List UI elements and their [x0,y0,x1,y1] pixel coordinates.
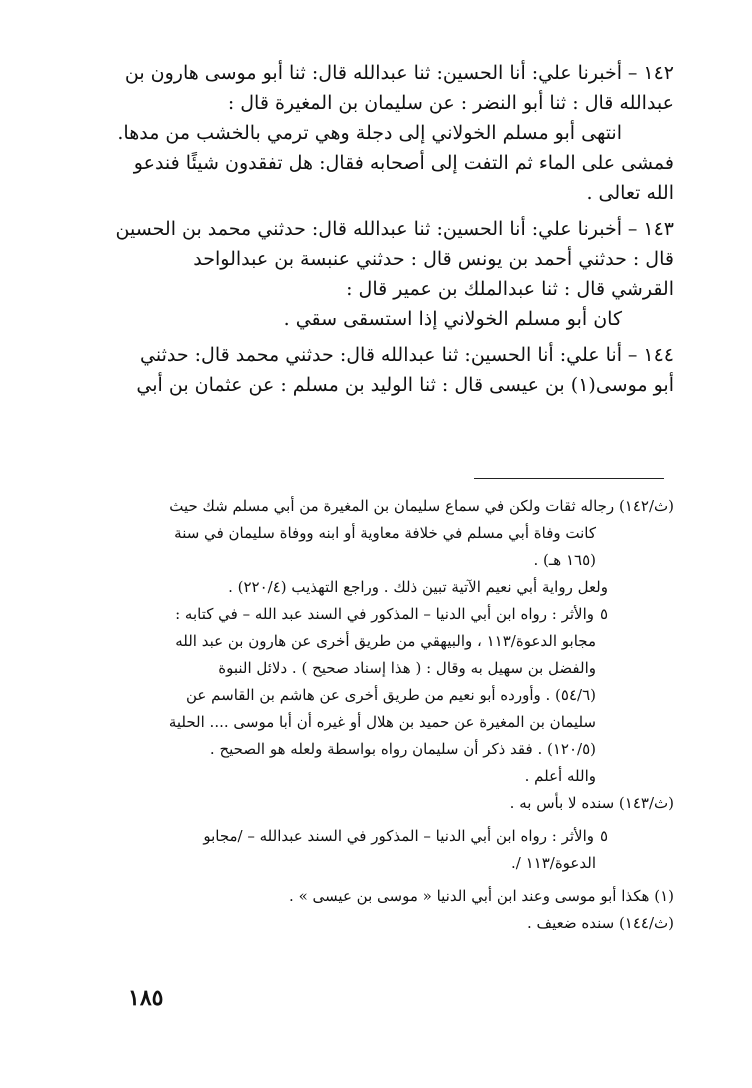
entry-143 [74,214,674,334]
note-line: ولعل رواية أبي نعيم الآتية تبين ذلك . وراجع التهذيب (٢٢٠/٤) . [228,578,608,596]
note-line: والفضل بن سهيل به وقال : ( هذا إسناد صحيح ) . دلائل النبوة [218,659,596,677]
footnote-1: (١) هكذا أبو موسى وعند ابن أبي الدنيا « موسى بن عيسى » . [289,887,674,905]
note-line: (١٢٠/٥) . فقد ذكر أن سليمان رواه بواسطة ولعله هو الصحيح . [209,740,596,758]
entry-line: أبو موسى(١) بن عيسى قال : ثنا الوليد بن مسلم : عن عثمان بن أبي [136,374,674,396]
entry-number: ١٤٤ – [627,344,674,366]
note-line [74,823,674,850]
bullet-mark: ٥ [599,827,608,845]
entry-line [74,214,674,244]
note-line: الدعوة/١١٣ /. [511,854,596,872]
entry-line [74,340,674,370]
bullet-mark: ٥ [599,605,608,623]
note-line: (٥٤/٦) . وأورده أبو نعيم من طريق أخرى عن هاشم بن القاسم عن [186,686,596,704]
entry-number: ١٤٢ – [627,62,674,84]
note-line: والله أعلم . [524,767,596,785]
footnote-separator [474,478,664,479]
note-text: والأثر : رواه ابن أبي الدنيا – المذكور في السند عبدالله – /مجابو [203,827,594,845]
entry-text: أنا علي: أنا الحسين: ثنا عبدالله قال: حدثني محمد قال: حدثني [140,344,622,366]
footnotes [74,493,674,937]
note-line: كانت وفاة أبي مسلم في خلافة معاوية أو ابنه ووفاة سليمان في سنة [174,524,596,542]
entry-142 [74,58,674,208]
note-line: (ث/١٤٢) رجاله ثقات ولكن في سماع سليمان بن المغيرة من أبي مسلم شك حيث [169,497,674,515]
note-line: سليمان بن المغيرة عن حميد بن هلال أو غيره أن أبا موسى .... الحلية [168,713,596,731]
entry-line: قال : حدثني أحمد بن يونس قال : حدثني عنبسة بن عبدالواحد [193,248,674,270]
entry-line: عبدالله قال : ثنا أبو النضر : عن سليمان بن المغيرة قال : [227,92,674,114]
entry-line: كان أبو مسلم الخولاني إذا استسقى سقي . [283,308,622,330]
note-line: (ث/١٤٣) سنده لا بأس به . [509,794,674,812]
note-text: والأثر : رواه ابن أبي الدنيا – المذكور في السند عبد الله – في كتابه : [175,605,594,623]
note-line: (١٦٥ هـ) . [533,551,596,569]
main-text [74,58,674,400]
note-line: (ث/١٤٤) سنده ضعيف . [527,914,674,932]
entry-number: ١٤٣ – [627,218,674,240]
note-line [74,601,674,628]
note-line: مجابو الدعوة/١١٣ ، والبيهقي من طريق أخرى عن هارون بن عبد الله [175,632,596,650]
entry-text: أخبرنا علي: أنا الحسين: ثنا عبدالله قال: ثنا أبو موسى هارون بن [124,62,622,84]
entry-text: أخبرنا علي: أنا الحسين: ثنا عبدالله قال: حدثني محمد بن الحسين [115,218,622,240]
entry-line: فمشى على الماء ثم التفت إلى أصحابه فقال: هل تفقدون شيئًا فندعو [133,152,674,174]
page-number: ١٨٥ [128,985,164,1011]
entry-line: الله تعالى . [586,182,674,204]
entry-144 [74,340,674,400]
entry-line: القرشي قال : ثنا عبدالملك بن عمير قال : [346,278,674,300]
entry-line [74,58,674,88]
entry-line: انتهى أبو مسلم الخولاني إلى دجلة وهي ترمي بالخشب من مدها. [117,122,622,144]
